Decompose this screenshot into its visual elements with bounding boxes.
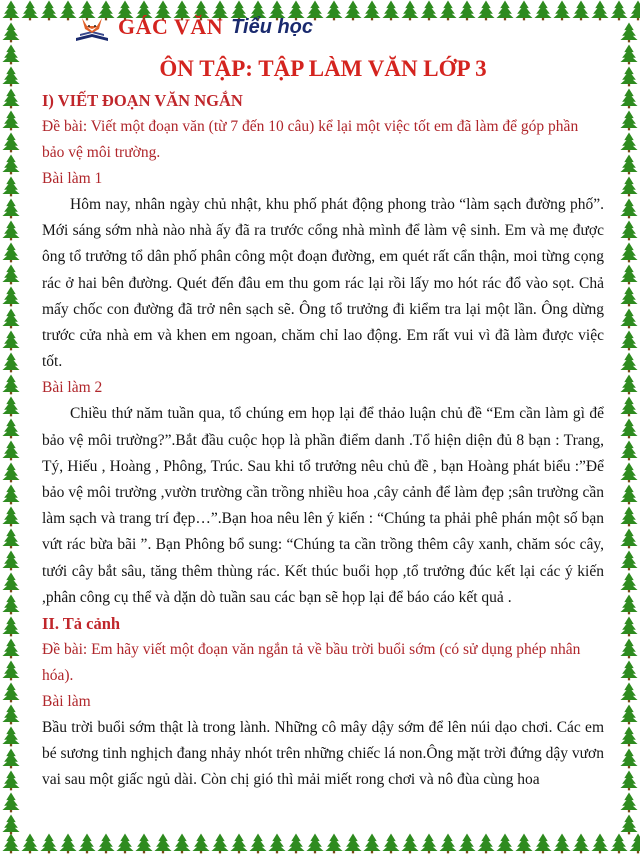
pine-tree-icon	[2, 529, 19, 546]
essay2-label: Bài làm 2	[42, 379, 103, 397]
pine-tree-icon	[620, 155, 637, 172]
pine-tree-trunk	[628, 678, 630, 680]
pine-tree-icon	[2, 705, 19, 722]
pine-tree-trunk	[628, 480, 630, 482]
pine-tree-trunk	[10, 766, 12, 768]
pine-tree-trunk	[542, 851, 544, 853]
pine-tree-trunk	[314, 851, 316, 853]
pine-tree-trunk	[10, 348, 12, 350]
pine-tree-trunk	[10, 62, 12, 64]
pine-tree-trunk	[628, 172, 630, 174]
pine-tree-trunk	[10, 656, 12, 658]
pine-tree-icon	[2, 89, 19, 106]
pine-tree-trunk	[29, 18, 31, 20]
pine-tree-trunk	[628, 436, 630, 438]
document-page	[42, 8, 604, 838]
pine-tree-trunk	[10, 238, 12, 240]
fox-book-icon	[72, 12, 112, 42]
pine-tree-icon	[620, 133, 637, 150]
right-tree-border	[618, 0, 640, 854]
pine-tree-icon	[620, 727, 637, 744]
pine-tree-trunk	[628, 106, 630, 108]
pine-tree-trunk	[628, 700, 630, 702]
pine-tree-trunk	[409, 851, 411, 853]
brand-subtitle: Tiểu học	[231, 15, 314, 38]
pine-tree-trunk	[29, 851, 31, 853]
pine-tree-icon	[2, 397, 19, 414]
pine-tree-icon	[2, 771, 19, 788]
pine-tree-trunk	[10, 722, 12, 724]
pine-tree-icon	[2, 243, 19, 260]
section1-heading: I) VIẾT ĐOẠN VĂN NGẮN	[42, 91, 243, 110]
pine-tree-icon	[2, 67, 19, 84]
pine-tree-trunk	[333, 851, 335, 853]
pine-tree-icon	[2, 265, 19, 282]
pine-tree-icon	[2, 111, 19, 128]
pine-tree-trunk	[447, 851, 449, 853]
pine-tree-trunk	[10, 568, 12, 570]
pine-tree-icon	[620, 639, 637, 656]
pine-tree-trunk	[10, 40, 12, 42]
pine-tree-icon	[2, 551, 19, 568]
pine-tree-trunk	[10, 370, 12, 372]
pine-tree-trunk	[219, 851, 221, 853]
essay1-text: Hôm nay, nhân ngày chủ nhật, khu phố phát động phong trào “làm sạch đường phố”. Mới sáng sớm nhà nào nhà ấy đã ra trước cổng nhà mình để làm vệ sinh. Em và mẹ được ông tổ trưởng tổ dân phố phân công một đoạn đường, em quét rất cẩn thận, moi từng cọng rác ở hai bên đường. Quét đến đâu em thu gom rác lại rồi lấy mo hót rác đổ vào sọt. Chả mấy chốc con đường đã trở nên sạch sẽ. Ông tổ trưởng đi kiểm tra lại một lần. Ông dừng trước cửa nhà em và khen em ngoan, chăm chỉ lao động. Em rất vui vì đã làm được việc tốt.	[42, 196, 604, 371]
pine-tree-icon	[620, 375, 637, 392]
pine-tree-trunk	[628, 238, 630, 240]
pine-tree-trunk	[628, 810, 630, 812]
pine-tree-trunk	[628, 524, 630, 526]
essay1-label: Bài làm 1	[42, 170, 103, 187]
pine-tree-trunk	[628, 282, 630, 284]
pine-tree-trunk	[67, 851, 69, 853]
pine-tree-icon	[2, 309, 19, 326]
pine-tree-icon	[21, 834, 38, 851]
pine-tree-icon	[2, 375, 19, 392]
pine-tree-icon	[2, 595, 19, 612]
pine-tree-trunk	[628, 128, 630, 130]
pine-tree-trunk	[10, 590, 12, 592]
pine-tree-icon	[620, 815, 637, 832]
pine-tree-trunk	[628, 260, 630, 262]
pine-tree-trunk	[628, 832, 630, 834]
pine-tree-icon	[2, 639, 19, 656]
page-title: ÔN TẬP: TẬP LÀM VĂN LỚP 3	[159, 56, 487, 81]
pine-tree-trunk	[10, 106, 12, 108]
pine-tree-trunk	[10, 524, 12, 526]
pine-tree-icon	[620, 551, 637, 568]
pine-tree-trunk	[628, 766, 630, 768]
pine-tree-trunk	[162, 851, 164, 853]
pine-tree-icon	[620, 617, 637, 634]
pine-tree-icon	[2, 507, 19, 524]
pine-tree-trunk	[628, 62, 630, 64]
pine-tree-icon	[620, 287, 637, 304]
pine-tree-trunk	[10, 788, 12, 790]
pine-tree-trunk	[10, 282, 12, 284]
pine-tree-icon	[620, 353, 637, 370]
pine-tree-trunk	[504, 851, 506, 853]
pine-tree-icon	[620, 573, 637, 590]
pine-tree-icon	[620, 111, 637, 128]
pine-tree-trunk	[295, 851, 297, 853]
pine-tree-trunk	[523, 851, 525, 853]
pine-tree-trunk	[10, 634, 12, 636]
pine-tree-icon	[620, 485, 637, 502]
pine-tree-icon	[2, 199, 19, 216]
pine-tree-trunk	[143, 851, 145, 853]
pine-tree-icon	[2, 727, 19, 744]
pine-tree-trunk	[628, 40, 630, 42]
pine-tree-icon	[2, 793, 19, 810]
pine-tree-trunk	[628, 194, 630, 196]
pine-tree-trunk	[10, 744, 12, 746]
pine-tree-trunk	[10, 172, 12, 174]
pine-tree-trunk	[181, 851, 183, 853]
pine-tree-trunk	[628, 568, 630, 570]
pine-tree-trunk	[10, 128, 12, 130]
essay3-label: Bài làm	[42, 693, 91, 711]
pine-tree-icon	[2, 485, 19, 502]
pine-tree-trunk	[628, 634, 630, 636]
pine-tree-icon	[620, 309, 637, 326]
pine-tree-icon	[2, 155, 19, 172]
pine-tree-trunk	[628, 458, 630, 460]
pine-tree-icon	[2, 441, 19, 458]
pine-tree-trunk	[276, 851, 278, 853]
pine-tree-icon	[620, 221, 637, 238]
pine-tree-icon	[2, 463, 19, 480]
pine-tree-trunk	[371, 851, 373, 853]
pine-tree-trunk	[10, 414, 12, 416]
pine-tree-trunk	[124, 851, 126, 853]
pine-tree-trunk	[200, 851, 202, 853]
pine-tree-trunk	[10, 480, 12, 482]
document-body	[42, 88, 604, 794]
pine-tree-icon	[2, 573, 19, 590]
pine-tree-trunk	[10, 194, 12, 196]
pine-tree-trunk	[257, 851, 259, 853]
pine-tree-trunk	[628, 84, 630, 86]
pine-tree-icon	[2, 815, 19, 832]
pine-tree-icon	[620, 529, 637, 546]
essay3-text: Bầu trời buổi sớm thật là trong lành. Những cô mây dậy sớm để lên núi dạo chơi. Các em bé sương tinh nghịch đang nhảy nhót trên những chiếc lá non.Ông mặt trời đứng dậy vươn vai sau một giấc ngủ dài. Còn chị gió thì mải miết rong chơi và nô đùa cùng hoa	[42, 719, 604, 789]
pine-tree-icon	[620, 45, 637, 62]
pine-tree-trunk	[10, 326, 12, 328]
pine-tree-icon	[2, 221, 19, 238]
pine-tree-trunk	[10, 260, 12, 262]
pine-tree-trunk	[10, 546, 12, 548]
pine-tree-icon	[2, 177, 19, 194]
pine-tree-trunk	[390, 851, 392, 853]
pine-tree-trunk	[10, 150, 12, 152]
pine-tree-icon	[620, 771, 637, 788]
brand-name: GÁC VĂN	[118, 14, 224, 39]
pine-tree-icon	[620, 441, 637, 458]
pine-tree-trunk	[628, 788, 630, 790]
section2-prompt: Đề bài: Em hãy viết một đoạn văn ngắn tả về bầu trời buổi sớm (có sử dụng phép nhân hóa).	[42, 641, 581, 685]
pine-tree-icon	[2, 287, 19, 304]
pine-tree-icon	[620, 507, 637, 524]
pine-tree-trunk	[10, 216, 12, 218]
pine-tree-trunk	[628, 744, 630, 746]
pine-tree-trunk	[466, 851, 468, 853]
pine-tree-icon	[620, 243, 637, 260]
pine-tree-trunk	[628, 326, 630, 328]
pine-tree-trunk	[628, 546, 630, 548]
pine-tree-icon	[620, 793, 637, 810]
pine-tree-trunk	[10, 392, 12, 394]
pine-tree-icon	[620, 661, 637, 678]
pine-tree-trunk	[628, 722, 630, 724]
pine-tree-icon	[620, 419, 637, 436]
pine-tree-icon	[2, 617, 19, 634]
pine-tree-trunk	[628, 304, 630, 306]
pine-tree-icon	[2, 23, 19, 40]
pine-tree-icon	[620, 397, 637, 414]
pine-tree-icon	[620, 705, 637, 722]
pine-tree-icon	[620, 331, 637, 348]
section2-heading: II. Tả cảnh	[42, 614, 121, 634]
pine-tree-trunk	[238, 851, 240, 853]
pine-tree-trunk	[10, 810, 12, 812]
pine-tree-icon	[2, 661, 19, 678]
pine-tree-trunk	[105, 851, 107, 853]
pine-tree-icon	[21, 1, 38, 18]
pine-tree-icon	[2, 683, 19, 700]
pine-tree-icon	[620, 683, 637, 700]
pine-tree-icon	[620, 595, 637, 612]
pine-tree-trunk	[10, 458, 12, 460]
brand-header	[72, 10, 313, 44]
pine-tree-trunk	[561, 851, 563, 853]
pine-tree-icon	[620, 463, 637, 480]
pine-tree-icon	[620, 177, 637, 194]
pine-tree-trunk	[599, 851, 601, 853]
pine-tree-trunk	[10, 304, 12, 306]
pine-tree-trunk	[428, 851, 430, 853]
pine-tree-icon	[620, 265, 637, 282]
pine-tree-trunk	[628, 370, 630, 372]
pine-tree-trunk	[485, 851, 487, 853]
pine-tree-icon	[2, 419, 19, 436]
pine-tree-icon	[620, 749, 637, 766]
pine-tree-icon	[2, 353, 19, 370]
pine-tree-trunk	[580, 851, 582, 853]
pine-tree-trunk	[10, 678, 12, 680]
left-tree-border	[0, 0, 22, 854]
pine-tree-trunk	[10, 436, 12, 438]
section1-prompt: Đề bài: Viết một đoạn văn (từ 7 đến 10 câu) kể lại một việc tốt em đã làm để góp phần bảo vệ môi trường.	[42, 118, 579, 161]
pine-tree-trunk	[628, 656, 630, 658]
pine-tree-icon	[2, 331, 19, 348]
pine-tree-icon	[2, 749, 19, 766]
pine-tree-trunk	[10, 700, 12, 702]
pine-tree-icon	[620, 89, 637, 106]
pine-tree-icon	[620, 199, 637, 216]
pine-tree-trunk	[10, 84, 12, 86]
pine-tree-icon	[2, 133, 19, 150]
pine-tree-trunk	[628, 348, 630, 350]
pine-tree-trunk	[628, 502, 630, 504]
pine-tree-icon	[2, 45, 19, 62]
pine-tree-trunk	[352, 851, 354, 853]
pine-tree-trunk	[10, 502, 12, 504]
pine-tree-icon	[620, 67, 637, 84]
pine-tree-trunk	[86, 851, 88, 853]
pine-tree-trunk	[628, 392, 630, 394]
pine-tree-trunk	[48, 851, 50, 853]
pine-tree-trunk	[628, 216, 630, 218]
pine-tree-trunk	[10, 832, 12, 834]
pine-tree-trunk	[628, 612, 630, 614]
pine-tree-trunk	[628, 150, 630, 152]
essay2-text: Chiều thứ năm tuần qua, tổ chúng em họp lại để thảo luận chủ đề “Em cần làm gì để bảo vệ môi trường?”.Bắt đầu cuộc họp là phần điểm danh .Tổ hiện diện đủ 8 bạn : Trang, Tý, Hiếu , Hoàng , Phông, Trúc. Sau khi tổ trưởng nêu chủ đề , bạn Hoàng phát biểu :”Để bảo vệ môi trường ,vườn trường cần trồng nhiều hoa ,cây cảnh để làm đẹp ;sân trường cần làm sạch và trang trí đẹp…”.Bạn hoa nêu lên ý kiến : “Chúng ta phải phê phán một số bạn vứt rác bừa bãi ”. Bạn Phông bổ sung: “Chúng ta cần trồng thêm cây xanh, chăm sóc cây, tưới cây bắt sâu, tăng thêm thùng rác. Kết thúc buổi họp ,tổ trưởng đúc kết lại các ý kiến ,phân công cụ thể và dặn dò tuần sau các bạn sẽ họp lại để báo cáo kết quả .	[42, 405, 604, 606]
pine-tree-icon	[620, 23, 637, 40]
pine-tree-trunk	[628, 590, 630, 592]
pine-tree-trunk	[628, 414, 630, 416]
pine-tree-trunk	[10, 612, 12, 614]
